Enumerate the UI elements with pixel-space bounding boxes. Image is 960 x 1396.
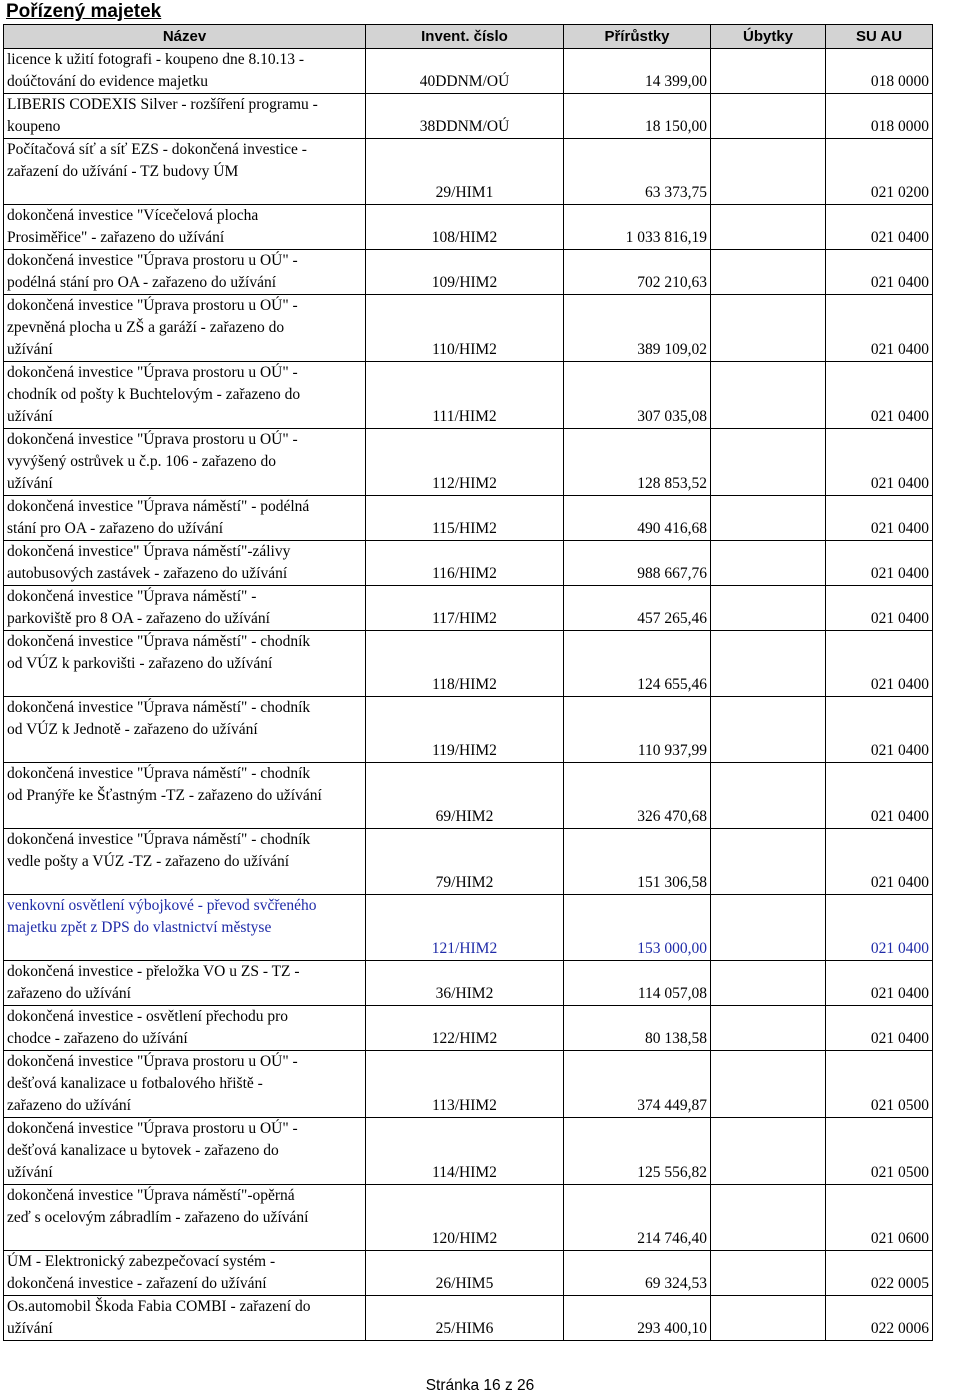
su-au-cell: 021 0400 bbox=[826, 631, 933, 697]
su-au-cell: 021 0400 bbox=[826, 541, 933, 586]
su-au-cell: 021 0400 bbox=[826, 429, 933, 496]
asset-name-cell: dokončená investice "Úprava náměstí" - chodník od Pranýře ke Šťastným -TZ - zařazeno do užívání bbox=[4, 763, 366, 829]
disposals-cell bbox=[711, 94, 826, 139]
asset-name-cell: dokončená investice "Úprava náměstí" - chodník od VÚZ k Jednotě - zařazeno do užívání bbox=[4, 697, 366, 763]
table-row bbox=[4, 1251, 933, 1296]
asset-name-cell: venkovní osvětlení výbojkové - převod svčřeného majetku zpět z DPS do vlastnictví městyse bbox=[4, 895, 366, 961]
column-header-inventory-number: Invent. číslo bbox=[366, 25, 564, 49]
su-au-cell: 021 0400 bbox=[826, 763, 933, 829]
inventory-number-cell: 79/HIM2 bbox=[366, 829, 564, 895]
disposals-cell bbox=[711, 250, 826, 295]
asset-name-cell: dokončená investice "Úprava náměstí" - podélná stání pro OA - zařazeno do užívání bbox=[4, 496, 366, 541]
su-au-cell: 021 0400 bbox=[826, 250, 933, 295]
su-au-cell: 022 0005 bbox=[826, 1251, 933, 1296]
inventory-number-cell: 26/HIM5 bbox=[366, 1251, 564, 1296]
additions-cell: 151 306,58 bbox=[564, 829, 711, 895]
su-au-cell: 021 0400 bbox=[826, 1006, 933, 1051]
asset-name-cell: Os.automobil Škoda Fabia COMBI - zařazení do užívání bbox=[4, 1296, 366, 1341]
inventory-number-cell: 117/HIM2 bbox=[366, 586, 564, 631]
inventory-number-cell: 29/HIM1 bbox=[366, 139, 564, 205]
inventory-number-cell: 113/HIM2 bbox=[366, 1051, 564, 1118]
additions-cell: 1 033 816,19 bbox=[564, 205, 711, 250]
disposals-cell bbox=[711, 961, 826, 1006]
table-row bbox=[4, 586, 933, 631]
additions-cell: 988 667,76 bbox=[564, 541, 711, 586]
disposals-cell bbox=[711, 1185, 826, 1251]
additions-cell: 63 373,75 bbox=[564, 139, 711, 205]
additions-cell: 110 937,99 bbox=[564, 697, 711, 763]
table-row bbox=[4, 763, 933, 829]
additions-cell: 457 265,46 bbox=[564, 586, 711, 631]
additions-cell: 702 210,63 bbox=[564, 250, 711, 295]
inventory-number-cell: 110/HIM2 bbox=[366, 295, 564, 362]
additions-cell: 293 400,10 bbox=[564, 1296, 711, 1341]
disposals-cell bbox=[711, 763, 826, 829]
disposals-cell bbox=[711, 49, 826, 94]
column-header-disposals: Úbytky bbox=[711, 25, 826, 49]
column-header-additions: Přírůstky bbox=[564, 25, 711, 49]
table-row bbox=[4, 250, 933, 295]
disposals-cell bbox=[711, 1006, 826, 1051]
asset-name-cell: dokončená investice" Úprava náměstí"-zálivy autobusových zastávek - zařazeno do užívání bbox=[4, 541, 366, 586]
additions-cell: 326 470,68 bbox=[564, 763, 711, 829]
su-au-cell: 018 0000 bbox=[826, 94, 933, 139]
table-row bbox=[4, 631, 933, 697]
inventory-number-cell: 108/HIM2 bbox=[366, 205, 564, 250]
asset-name-cell: LIBERIS CODEXIS Silver - rozšíření programu - koupeno bbox=[4, 94, 366, 139]
additions-cell: 125 556,82 bbox=[564, 1118, 711, 1185]
asset-name-cell: dokončená investice "Úprava prostoru u OÚ" - dešťová kanalizace u bytovek - zařazeno do užívání bbox=[4, 1118, 366, 1185]
su-au-cell: 021 0400 bbox=[826, 205, 933, 250]
table-row bbox=[4, 139, 933, 205]
table-row bbox=[4, 362, 933, 429]
su-au-cell: 021 0400 bbox=[826, 295, 933, 362]
additions-cell: 490 416,68 bbox=[564, 496, 711, 541]
asset-name-cell: dokončená investice "Úprava prostoru u OÚ" - vyvýšený ostrůvek u č.p. 106 - zařazeno do užívání bbox=[4, 429, 366, 496]
inventory-number-cell: 116/HIM2 bbox=[366, 541, 564, 586]
asset-name-cell: ÚM - Elektronický zabezpečovací systém - dokončená investice - zařazení do užívání bbox=[4, 1251, 366, 1296]
table-row bbox=[4, 1185, 933, 1251]
additions-cell: 80 138,58 bbox=[564, 1006, 711, 1051]
su-au-cell: 021 0400 bbox=[826, 895, 933, 961]
disposals-cell bbox=[711, 295, 826, 362]
disposals-cell bbox=[711, 1051, 826, 1118]
asset-name-cell: dokončená investice "Úprava náměstí" - chodník od VÚZ k parkovišti - zařazeno do užívání bbox=[4, 631, 366, 697]
table-row bbox=[4, 829, 933, 895]
su-au-cell: 021 0400 bbox=[826, 496, 933, 541]
disposals-cell bbox=[711, 697, 826, 763]
disposals-cell bbox=[711, 1118, 826, 1185]
table-row bbox=[4, 1296, 933, 1341]
table-row bbox=[4, 295, 933, 362]
asset-name-cell: dokončená investice - osvětlení přechodu pro chodce - zařazeno do užívání bbox=[4, 1006, 366, 1051]
inventory-number-cell: 121/HIM2 bbox=[366, 895, 564, 961]
page-footer: Stránka 16 z 26 bbox=[425, 1377, 535, 1394]
table-row bbox=[4, 205, 933, 250]
su-au-cell: 021 0400 bbox=[826, 961, 933, 1006]
additions-cell: 374 449,87 bbox=[564, 1051, 711, 1118]
inventory-number-cell: 120/HIM2 bbox=[366, 1185, 564, 1251]
su-au-cell: 021 0600 bbox=[826, 1185, 933, 1251]
table-row bbox=[4, 49, 933, 94]
disposals-cell bbox=[711, 631, 826, 697]
inventory-number-cell: 115/HIM2 bbox=[366, 496, 564, 541]
inventory-number-cell: 114/HIM2 bbox=[366, 1118, 564, 1185]
su-au-cell: 021 0400 bbox=[826, 362, 933, 429]
inventory-number-cell: 119/HIM2 bbox=[366, 697, 564, 763]
disposals-cell bbox=[711, 362, 826, 429]
additions-cell: 153 000,00 bbox=[564, 895, 711, 961]
additions-cell: 128 853,52 bbox=[564, 429, 711, 496]
disposals-cell bbox=[711, 1251, 826, 1296]
table-row bbox=[4, 961, 933, 1006]
disposals-cell bbox=[711, 586, 826, 631]
su-au-cell: 021 0500 bbox=[826, 1051, 933, 1118]
additions-cell: 114 057,08 bbox=[564, 961, 711, 1006]
asset-name-cell: dokončená investice "Úprava prostoru u OÚ" - podélná stání pro OA - zařazeno do užívání bbox=[4, 250, 366, 295]
asset-name-cell: dokončená investice "Úprava prostoru u OÚ" - zpevněná plocha u ZŠ a garáží - zařazeno do užívání bbox=[4, 295, 366, 362]
inventory-number-cell: 118/HIM2 bbox=[366, 631, 564, 697]
table-row bbox=[4, 496, 933, 541]
table-row bbox=[4, 1051, 933, 1118]
asset-name-cell: dokončená investice "Úprava prostoru u OÚ" - dešťová kanalizace u fotbalového hřiště - zařazeno do užívání bbox=[4, 1051, 366, 1118]
su-au-cell: 018 0000 bbox=[826, 49, 933, 94]
table-header-row bbox=[4, 25, 933, 49]
inventory-number-cell: 111/HIM2 bbox=[366, 362, 564, 429]
inventory-number-cell: 25/HIM6 bbox=[366, 1296, 564, 1341]
additions-cell: 389 109,02 bbox=[564, 295, 711, 362]
additions-cell: 18 150,00 bbox=[564, 94, 711, 139]
asset-name-cell: dokončená investice - přeložka VO u ZS - TZ - zařazeno do užívání bbox=[4, 961, 366, 1006]
table-row bbox=[4, 429, 933, 496]
su-au-cell: 021 0400 bbox=[826, 586, 933, 631]
inventory-number-cell: 40DDNM/OÚ bbox=[366, 49, 564, 94]
disposals-cell bbox=[711, 205, 826, 250]
table-row bbox=[4, 697, 933, 763]
su-au-cell: 021 0400 bbox=[826, 829, 933, 895]
page-title: Pořízený majetek bbox=[6, 1, 162, 22]
inventory-number-cell: 112/HIM2 bbox=[366, 429, 564, 496]
su-au-cell: 022 0006 bbox=[826, 1296, 933, 1341]
table-row bbox=[4, 895, 933, 961]
table-row bbox=[4, 1118, 933, 1185]
inventory-number-cell: 69/HIM2 bbox=[366, 763, 564, 829]
asset-table bbox=[3, 24, 933, 1341]
disposals-cell bbox=[711, 1296, 826, 1341]
su-au-cell: 021 0500 bbox=[826, 1118, 933, 1185]
column-header-name: Název bbox=[4, 25, 366, 49]
additions-cell: 124 655,46 bbox=[564, 631, 711, 697]
asset-name-cell: Počítačová síť a síť EZS - dokončená investice - zařazení do užívání - TZ budovy ÚM bbox=[4, 139, 366, 205]
asset-name-cell: dokončená investice "Úprava náměstí"-opěrná zeď s ocelovým zábradlím - zařazeno do užívání bbox=[4, 1185, 366, 1251]
additions-cell: 69 324,53 bbox=[564, 1251, 711, 1296]
table-row bbox=[4, 1006, 933, 1051]
asset-name-cell: dokončená investice "Úprava prostoru u OÚ" - chodník od pošty k Buchtelovým - zařazeno do užívání bbox=[4, 362, 366, 429]
su-au-cell: 021 0400 bbox=[826, 697, 933, 763]
su-au-cell: 021 0200 bbox=[826, 139, 933, 205]
disposals-cell bbox=[711, 541, 826, 586]
disposals-cell bbox=[711, 829, 826, 895]
asset-name-cell: licence k užití fotografi - koupeno dne 8.10.13 - doúčtování do evidence majetku bbox=[4, 49, 366, 94]
additions-cell: 14 399,00 bbox=[564, 49, 711, 94]
inventory-number-cell: 38DDNM/OÚ bbox=[366, 94, 564, 139]
table-row bbox=[4, 541, 933, 586]
asset-name-cell: dokončená investice "Úprava náměstí" - parkoviště pro 8 OA - zařazeno do užívání bbox=[4, 586, 366, 631]
additions-cell: 307 035,08 bbox=[564, 362, 711, 429]
additions-cell: 214 746,40 bbox=[564, 1185, 711, 1251]
table-row bbox=[4, 94, 933, 139]
column-header-su-au: SU AU bbox=[826, 25, 933, 49]
table-body bbox=[4, 49, 933, 1341]
disposals-cell bbox=[711, 139, 826, 205]
disposals-cell bbox=[711, 429, 826, 496]
inventory-number-cell: 122/HIM2 bbox=[366, 1006, 564, 1051]
inventory-number-cell: 36/HIM2 bbox=[366, 961, 564, 1006]
disposals-cell bbox=[711, 496, 826, 541]
asset-name-cell: dokončená investice "Úprava náměstí" - chodník vedle pošty a VÚZ -TZ - zařazeno do užívání bbox=[4, 829, 366, 895]
inventory-number-cell: 109/HIM2 bbox=[366, 250, 564, 295]
disposals-cell bbox=[711, 895, 826, 961]
asset-name-cell: dokončená investice "Vícečelová plocha Prosiměřice" - zařazeno do užívání bbox=[4, 205, 366, 250]
